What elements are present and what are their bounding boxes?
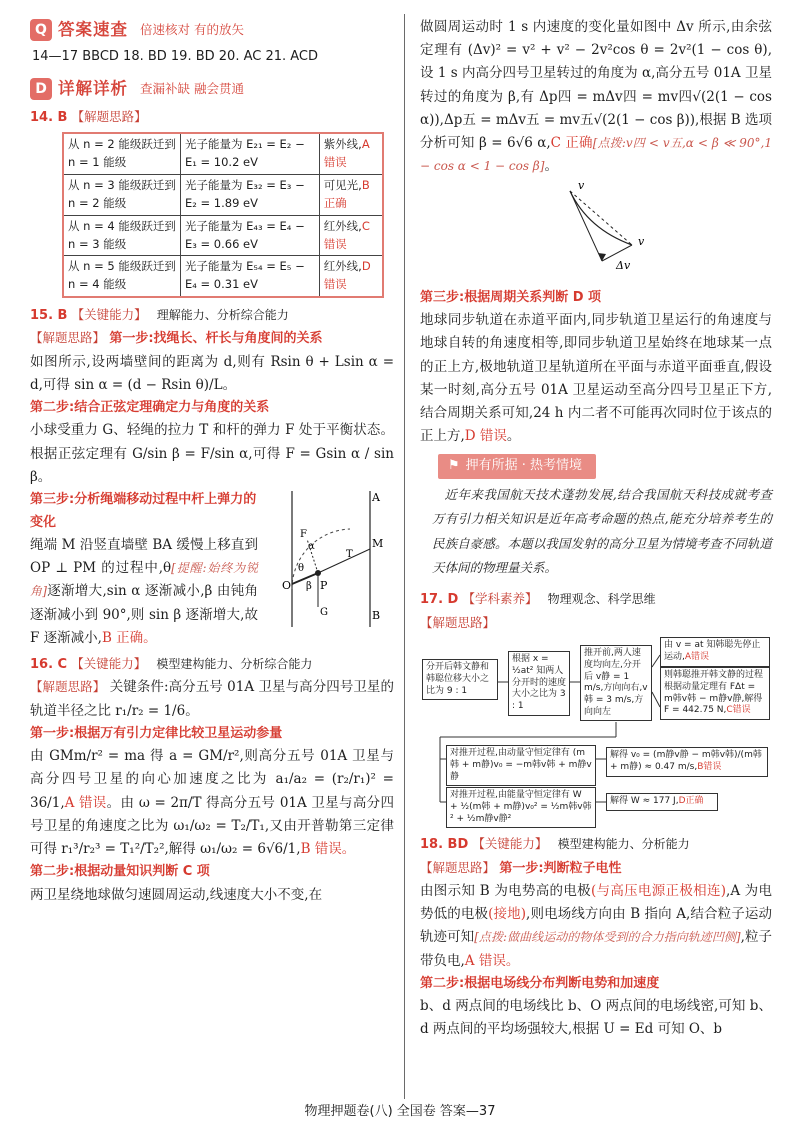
- table-row: 从 n = 2 能级跃迁到 n = 1 能级 光子能量为 E₂₁ = E₂ − E₁ = 10.2 eV 紫外线,A 错误: [63, 133, 383, 174]
- q16-paragraph-d: 地球同步轨道在赤道平面内,同步轨道卫星运行的角速度与地球自转的角速度相等,即同步轨道卫星始终在地球某一点的正上方,极地轨道卫星轨道所在平面与赤道平面垂直,假设某一时刻,高分五号 01A 卫星运动至高分四号卫星正下方,结合周期关系可知,24 h 内二者不可能再次同时位于该点的正上方,D 错误。: [420, 312, 772, 445]
- q18-heading: 18. BD 【关键能力】 模型建构能力、分析能力: [420, 836, 690, 853]
- label-A: A: [372, 491, 380, 505]
- q15-step3: 第三步:分析绳端移动过程中杆上弹力的变化: [30, 492, 257, 530]
- column-divider: [404, 14, 405, 1099]
- table-row: 从 n = 5 能级跃迁到 n = 4 能级 光子能量为 E₅₄ = E₅ − E₄ = 0.31 eV 红外线,D 错误: [63, 256, 383, 297]
- q15-step3-block: [30, 489, 394, 650]
- q18-tag2: 【解题思路】 第一步:判断粒子电性: [420, 859, 622, 876]
- q14-heading: 14. B 【解题思路】: [30, 109, 147, 126]
- table-row: 从 n = 4 能级跃迁到 n = 3 能级 光子能量为 E₄₃ = E₄ − E₃ = 0.66 eV 红外线,C 错误: [63, 215, 383, 256]
- flow-box-stop: 由 v = at 知韩聪先停止运动,A错误: [660, 637, 770, 666]
- right-column: [420, 16, 772, 1042]
- q15-step2: 第二步:结合正弦定理确定力与角度的关系: [30, 400, 270, 416]
- label-beta: β: [306, 581, 312, 593]
- q17-tag2: 【解题思路】: [420, 614, 496, 630]
- q15-paragraph-2: 小球受重力 G、轻绳的拉力 T 和杆的弹力 F 处于平衡状态。根据正弦定理有 G/sin β = F/sin α,可得 F = Gsin α / sin β。: [30, 422, 394, 485]
- detail-subtitle: 查漏补缺 融会贯通: [140, 81, 244, 97]
- label-delta-v: Δv: [616, 258, 631, 272]
- q17-heading: 17. D 【学科素养】 物理观念、科学思维: [420, 591, 656, 608]
- flow-box-v0: 解得 v₀ = (m静v静 − m韩v韩)/(m韩 + m静) ≈ 0.47 m/s,B错误: [606, 747, 768, 776]
- flow-box-velocities: 推开前,两人速度均向左,分开后 v静 = 1 m/s,方向向右,v韩 = 3 m/s,方向向左: [580, 645, 652, 721]
- flow-box-displacement: 分开后韩文静和韩聪位移大小之比为 9 : 1: [422, 659, 498, 700]
- label-B: B: [372, 609, 381, 623]
- q16-paragraph-2: 两卫星绕地球做匀速圆周运动,线速度大小不变,在: [30, 886, 323, 903]
- q15-wall-diagram: [262, 489, 392, 629]
- flow-box-momentum: 对推开过程,由动量守恒定律有 (m韩 + m静)v₀ = −m韩v韩 + m静v静: [446, 745, 596, 786]
- hot-topic-text: 近年来我国航天技术蓬勃发展,结合我国航天科技成就考查万有引力相关知识是近年高考命题的热点,能充分培养考生的民族自豪感。本题以我国发射的高分卫星为情境考查不同轨道天体间的物理量关系。: [432, 486, 772, 575]
- q16-paragraph-1: 由 GMm/r² = ma 得 a = GM/r²,则高分五号 01A 卫星与高分四号卫星的向心加速度之比为 a₁/a₂ = (r₂/r₁)² = 36/1,A 错误。由 ω = 2π/T 得高分五号 01A 卫星与高分四号卫星的角速度之比为 ω₁/ω₂ = T₂/T₁,又由开普勒第三定律可得 r₁³/r₂³ = T₁²/T₂²,解得 ω₁/ω₂ = 6√6/1,B 错误。: [30, 748, 395, 857]
- flow-box-work: 解得 W ≈ 177 J,D正确: [606, 793, 718, 811]
- label-v-top: v: [578, 178, 585, 192]
- q17-flowchart: [420, 637, 772, 827]
- label-T: T: [346, 549, 353, 561]
- quick-answer-header: [30, 16, 394, 44]
- velocity-change-diagram: [420, 179, 772, 279]
- q16-paragraph-0: 【解题思路】 关键条件:高分五号 01A 卫星与高分四号卫星的轨道半径之比 r₁/r₂ = 1/6。: [30, 679, 394, 719]
- q18-paragraph-1: 由图示知 B 为电势高的电极(与高压电源正极相连),A 为电势低的电极(接地),则电场线方向由 B 指向 A,结合粒子运动轨迹可知[点拨:做曲线运动的物体受到的合力指向轨迹凹侧],粒子带负电,A 错误。: [420, 882, 773, 969]
- page-footer: 物理押题卷(八) 全国卷 答案—37: [304, 1103, 496, 1119]
- detail-title: 详解详析: [58, 78, 128, 98]
- label-O: O: [282, 579, 292, 593]
- label-F: F: [300, 529, 307, 541]
- q16-step3: 第三步:根据周期关系判断 D 项: [420, 289, 602, 305]
- label-v-right: v: [638, 234, 645, 248]
- label-P: P: [320, 579, 328, 593]
- quick-answer-icon: Q: [30, 19, 52, 41]
- q18-step2: 第二步:根据电场线分布判断电势和加速度: [420, 975, 660, 991]
- flow-box-energy: 对推开过程,由能量守恒定律有 W + ½(m韩 + m静)v₀² = ½m韩v韩² + ½m静v静²: [446, 787, 596, 828]
- q14-energy-table: [62, 132, 384, 298]
- flow-box-impulse: 则韩聪推开韩文静的过程根据动量定理有 FΔt = m韩v韩 − m静v静,解得 F = 442.75 N,C错误: [660, 667, 770, 720]
- table-row: 从 n = 3 能级跃迁到 n = 2 能级 光子能量为 E₃₂ = E₃ − E₂ = 1.89 eV 可见光,B 正确: [63, 175, 383, 216]
- q15-tag2: 【解题思路】 第一步:找绳长、杆长与角度间的关系: [30, 330, 323, 347]
- hot-topic-banner: ⚑ 押有所据 · 热考情境: [438, 454, 596, 478]
- q15-paragraph-1: 如图所示,设两墙壁间的距离为 d,则有 Rsin θ + Lsin α = d,可得 sin α = (d − Rsin θ)/L。: [30, 353, 394, 393]
- quick-answer-subtitle: 倍速核对 有的放矢: [140, 22, 244, 38]
- detail-icon: D: [30, 78, 52, 100]
- q16-step2: 第二步:根据动量知识判断 C 项: [30, 864, 210, 880]
- q16-step1: 第一步:根据万有引力定律比较卫星运动参量: [30, 725, 283, 741]
- flow-box-velocity-ratio: 根据 x = ½at² 知两人分开时的速度大小之比为 3 : 1: [508, 651, 570, 715]
- q18-paragraph-2: b、d 两点间的电场线比 b、O 两点间的电场线密,可知 b、d 两点间的平均场强较大,根据 U = Ed 可知 O、b: [420, 998, 772, 1038]
- label-M: M: [372, 537, 384, 551]
- q16-continued: 做圆周运动时 1 s 内速度的变化量如图中 Δv 所示,由余弦定理有 (Δv)² = v² + v² − 2v²cos θ = 2v²(1 − cos θ),设 1 s 内高分四号卫星转过的角度为 α,高分五号 01A 卫星转过的角度为 β,有 Δp四 = mΔv四 = mv四√(2(1 − cos α)),Δp五 = mΔv五 = mv五√(2(1 − cos β)),根据 B 选项分析可知 β = 6√6 α,C 正确[点拨:v四 < v五,α < β ≪ 90°,1 − cos α < 1 − cos β]。: [420, 19, 772, 175]
- label-alpha: α: [308, 541, 315, 553]
- detail-header: [30, 75, 394, 103]
- label-G: G: [320, 607, 328, 619]
- quick-answer-title: 答案速查: [58, 20, 128, 39]
- left-column: [30, 16, 394, 907]
- q16-heading: 16. C 【关键能力】 模型建构能力、分析综合能力: [30, 655, 313, 672]
- flag-icon: ⚑: [448, 458, 460, 474]
- answer-list: 14—17 BBCD 18. BD 19. BD 20. AC 21. ACD: [32, 49, 319, 65]
- label-theta: θ: [298, 563, 305, 575]
- q15-paragraph-3: 绳端 M 沿竖直墙壁 BA 缓慢上移直到 OP ⊥ PM 的过程中,θ[提醒:始终为锐角]逐渐增大,sin α 逐渐减小,β 由钝角逐渐减小到 90°,则 sin β 逐渐增大,故 F 逐渐减小,B 正确。: [30, 536, 258, 646]
- q15-heading: 15. B 【关键能力】 理解能力、分析综合能力: [30, 306, 289, 323]
